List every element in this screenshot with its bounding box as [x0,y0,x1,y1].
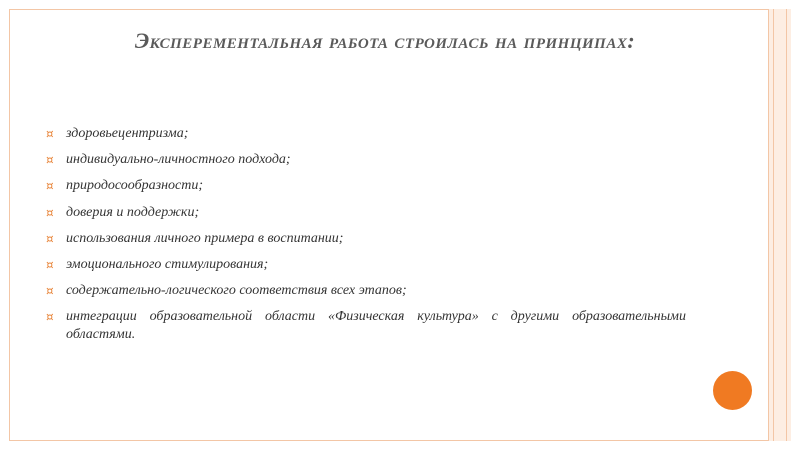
list-item-text: использования личного примера в воспитании; [66,230,344,246]
list-item [46,256,686,274]
list-item [46,282,686,300]
principles-list [46,125,686,353]
list-item [46,125,686,143]
slide-title: Эксперементальная работа строилась на принципах: [134,28,636,53]
bullet-icon: ¤ [46,231,54,246]
list-item-text: доверия и поддержки; [66,204,200,220]
list-item [46,204,686,222]
decorative-circle [713,371,752,410]
bullet-icon: ¤ [46,257,54,272]
list-item-text: индивидуально-личностного подхода; [66,152,291,168]
list-item-text: содержательно-логического соответствия всех этапов; [66,283,407,299]
list-item-text: интеграции образовательной области «Физическая культура» с другими образовательными областями. [66,309,686,343]
bullet-icon: ¤ [46,179,54,194]
bullet-icon: ¤ [46,153,54,168]
decorative-line [773,9,774,441]
list-item-text: эмоционального стимулирования; [66,256,269,272]
list-item-text: здоровьецентризма; [66,126,189,141]
decorative-line [786,9,787,441]
decorative-side-bar [768,9,791,441]
list-item [46,151,686,169]
bullet-icon: ¤ [46,205,54,220]
list-item-text: природосообразности; [66,178,204,194]
list-item [46,230,686,248]
bullet-icon: ¤ [46,284,54,299]
bullet-icon: ¤ [46,127,54,141]
bullet-icon: ¤ [46,310,54,325]
list-item [46,308,686,344]
list-item [46,177,686,195]
